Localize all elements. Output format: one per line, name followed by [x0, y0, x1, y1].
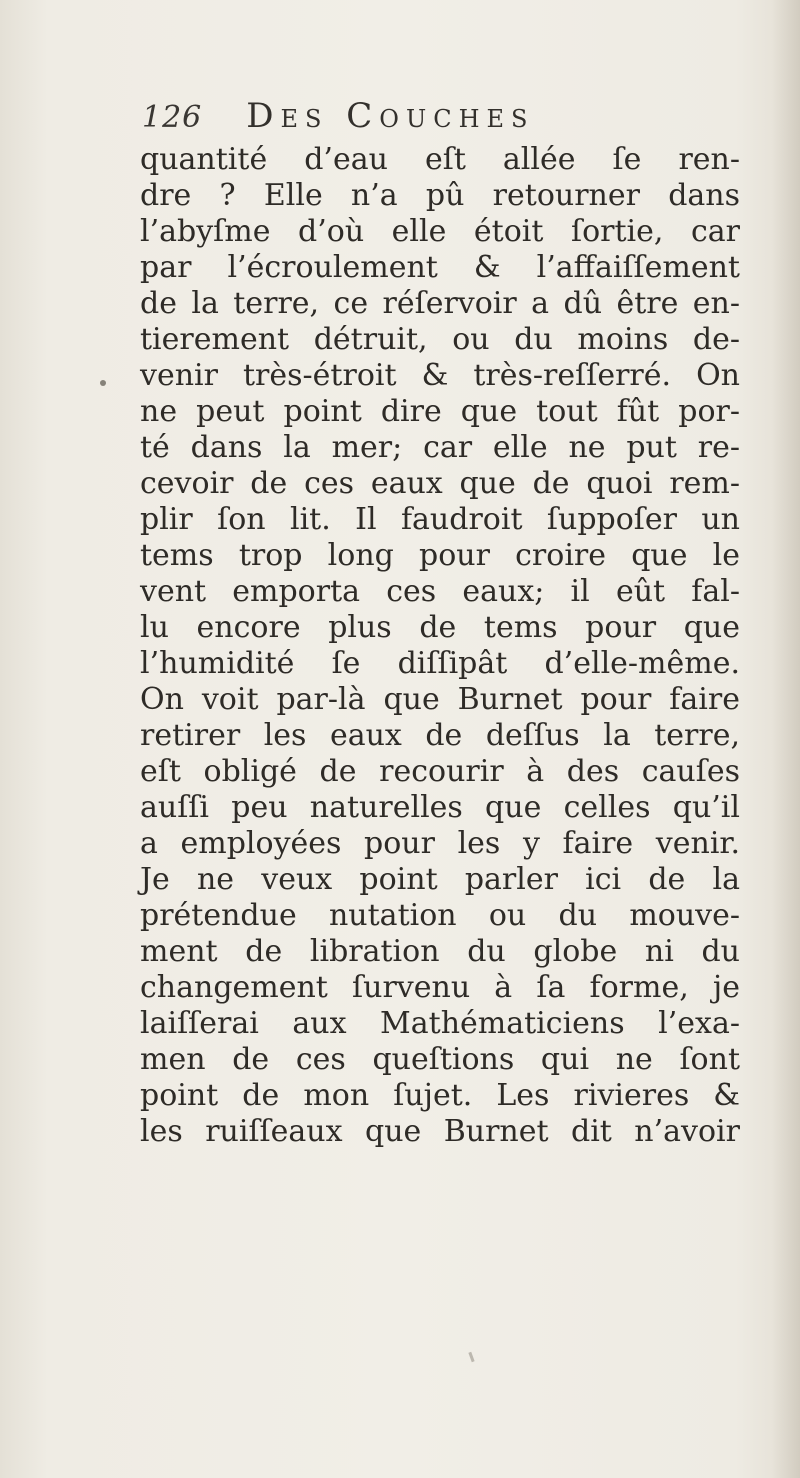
text-line: a employées pour les y faire venir.: [140, 826, 740, 861]
text-line: vent emporta ces eaux; il eût fal-: [140, 574, 740, 609]
body-text: [140, 142, 740, 1150]
text-line: changement ſurvenu à ſa forme, je: [140, 970, 740, 1005]
text-line: retirer les eaux de deſſus la terre,: [140, 718, 740, 753]
text-line: tems trop long pour croire que le: [140, 538, 740, 573]
text-line: ment de libration du globe ni du: [140, 934, 740, 969]
text-line: men de ces queſtions qui ne ſont: [140, 1042, 740, 1077]
text-line: l’humidité ſe diſſipât d’elle-même.: [140, 646, 740, 681]
text-line: dre ? Elle n’a pû retourner dans: [140, 178, 740, 213]
text-line: lu encore plus de tems pour que: [140, 610, 740, 645]
running-head: Des Couches: [246, 96, 535, 136]
text-line: point de mon ſujet. Les rivieres &: [140, 1078, 740, 1113]
text-line: Je ne veux point parler ici de la: [140, 862, 740, 897]
text-line: venir très-étroit & très-reſſerré. On: [140, 358, 740, 393]
text-line: l’abyſme d’où elle étoit ſortie, car: [140, 214, 740, 249]
text-line: plir ſon lit. Il faudroit ſuppoſer un: [140, 502, 740, 537]
paper-mark: [468, 1352, 474, 1362]
text-line: les ruiſſeaux que Burnet dit n’avoir: [140, 1114, 740, 1149]
text-line: quantité d’eau eſt allée ſe ren-: [140, 142, 740, 177]
text-line: ne peut point dire que tout fût por-: [140, 394, 740, 429]
text-line: par l’écroulement & l’affaiſſement: [140, 250, 740, 285]
text-line: On voit par-là que Burnet pour faire: [140, 682, 740, 717]
page-edge-shadow: [772, 0, 800, 1478]
text-line: auſſi peu naturelles que celles qu’il: [140, 790, 740, 825]
text-line: tierement détruit, ou du moins de-: [140, 322, 740, 357]
text-line: cevoir de ces eaux que de quoi rem-: [140, 466, 740, 501]
text-line: de la terre, ce réſervoir a dû être en-: [140, 286, 740, 321]
text-line: laiſſerai aux Mathématiciens l’exa-: [140, 1006, 740, 1041]
text-line: té dans la mer; car elle ne put re-: [140, 430, 740, 465]
page-header: [142, 96, 742, 146]
page-number: 126: [142, 100, 203, 135]
text-line: prétendue nutation ou du mouve-: [140, 898, 740, 933]
ink-blot: [100, 380, 106, 386]
text-line: eſt obligé de recourir à des cauſes: [140, 754, 740, 789]
